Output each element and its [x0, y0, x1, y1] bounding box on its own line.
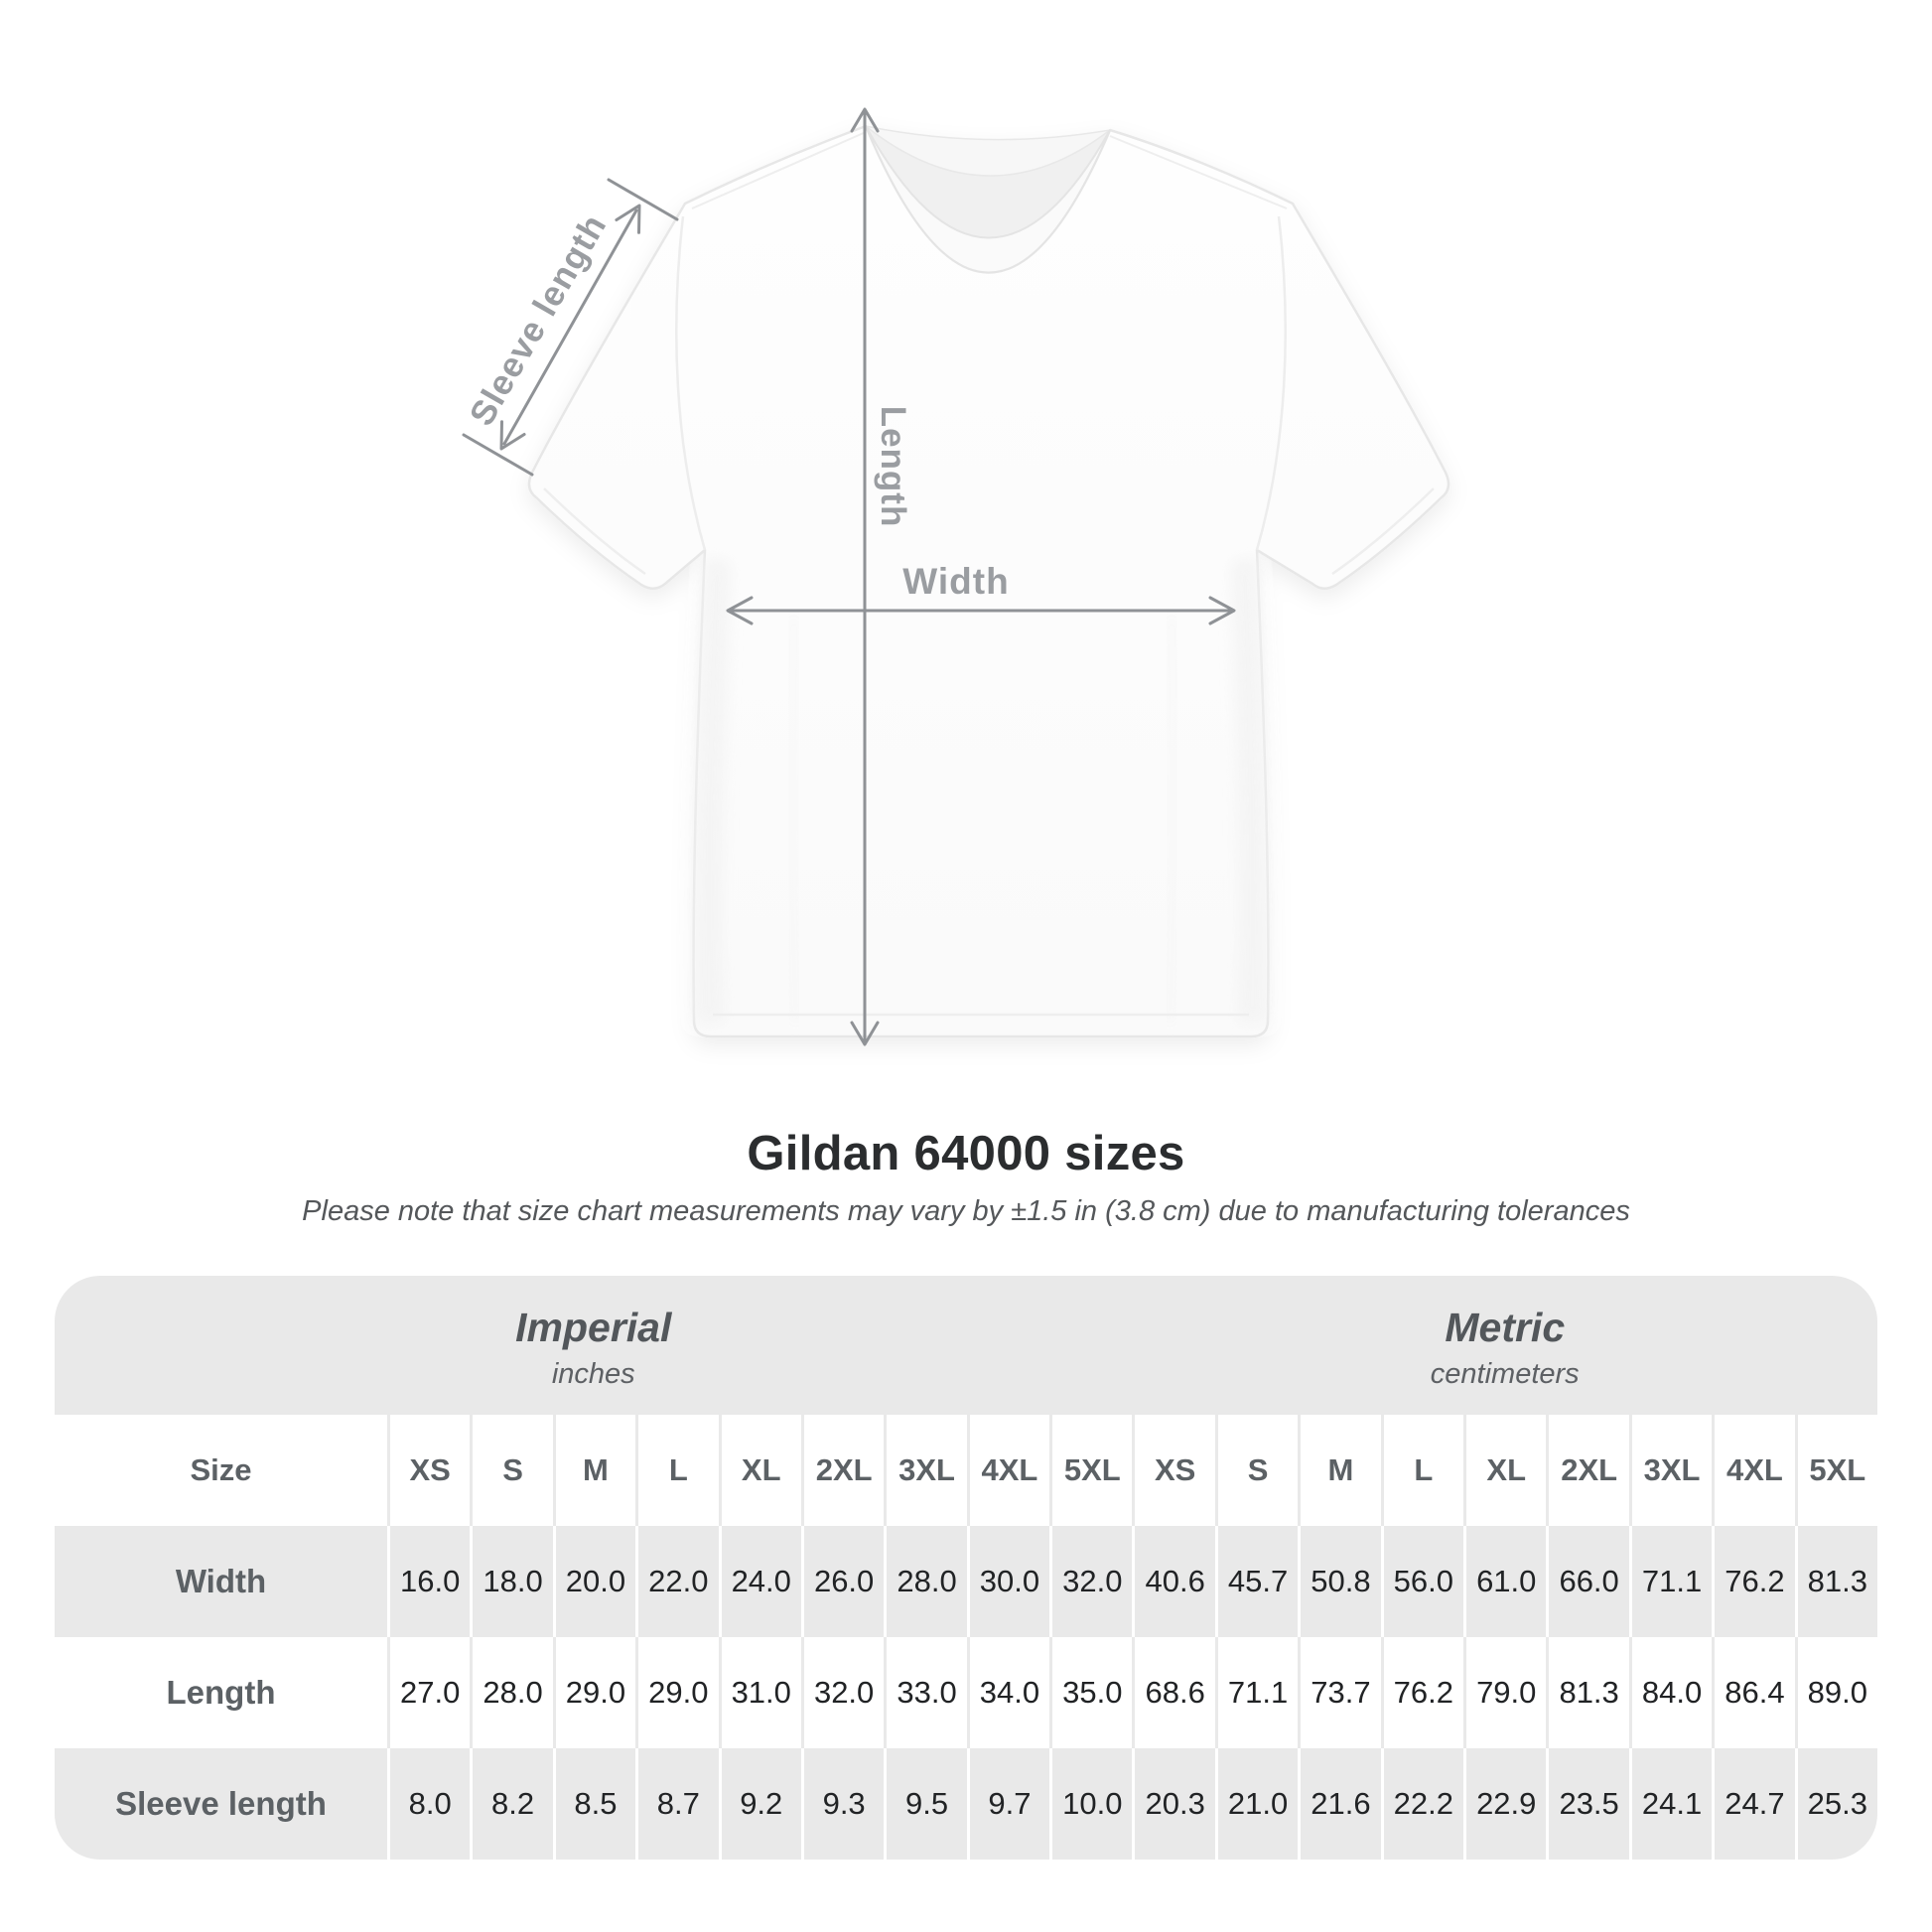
sleeve-tick-bottom: [464, 435, 532, 475]
size-col-imperial-XL: XL: [719, 1415, 801, 1526]
size-col-imperial-5XL: 5XL: [1049, 1415, 1132, 1526]
size-col-metric-L: L: [1381, 1415, 1463, 1526]
metric-header: [1133, 1276, 1878, 1415]
size-col-imperial-XS: XS: [387, 1415, 470, 1526]
value-cell-imperial: 10.0: [1049, 1748, 1132, 1860]
value-cell-imperial: 8.5: [553, 1748, 635, 1860]
size-col-metric-4XL: 4XL: [1712, 1415, 1794, 1526]
size-header-row: [55, 1415, 1877, 1526]
table-row: [55, 1748, 1877, 1860]
value-cell-imperial: 8.2: [470, 1748, 552, 1860]
value-cell-metric: 68.6: [1132, 1637, 1214, 1748]
row-label: Sleeve length: [115, 1785, 327, 1822]
sleeve-length-label: Sleeve length: [462, 207, 615, 433]
value-cell-metric: 21.6: [1298, 1748, 1380, 1860]
value-cell-metric: 76.2: [1381, 1637, 1463, 1748]
value-cell-imperial: 32.0: [801, 1637, 884, 1748]
value-cell-metric: 89.0: [1795, 1637, 1877, 1748]
size-col-metric-3XL: 3XL: [1629, 1415, 1712, 1526]
size-col-imperial-S: S: [470, 1415, 552, 1526]
metric-title: Metric: [1445, 1304, 1566, 1350]
row-label: Length: [166, 1674, 276, 1711]
value-cell-metric: 24.7: [1712, 1748, 1794, 1860]
value-cell-metric: 24.1: [1629, 1748, 1712, 1860]
value-cell-metric: 66.0: [1546, 1526, 1628, 1637]
unit-header-band: [55, 1276, 1877, 1415]
value-cell-imperial: 30.0: [967, 1526, 1049, 1637]
value-cell-metric: 45.7: [1215, 1526, 1298, 1637]
value-cell-imperial: 8.7: [635, 1748, 718, 1860]
value-cell-imperial: 34.0: [967, 1637, 1049, 1748]
value-cell-imperial: 9.5: [884, 1748, 966, 1860]
value-cell-imperial: 16.0: [387, 1526, 470, 1637]
value-cell-metric: 81.3: [1546, 1637, 1628, 1748]
imperial-title: Imperial: [515, 1304, 672, 1350]
size-header-cell: Size: [190, 1452, 252, 1487]
value-cell-imperial: 29.0: [635, 1637, 718, 1748]
imperial-unit: inches: [551, 1357, 635, 1390]
value-cell-metric: 23.5: [1546, 1748, 1628, 1860]
value-cell-imperial: 26.0: [801, 1526, 884, 1637]
value-cell-imperial: 27.0: [387, 1637, 470, 1748]
tolerance-note: Please note that size chart measurements may vary by ±1.5 in (3.8 cm) due to manufacturing tolerances: [302, 1195, 1630, 1227]
value-cell-metric: 73.7: [1298, 1637, 1380, 1748]
size-col-imperial-M: M: [553, 1415, 635, 1526]
value-cell-imperial: 35.0: [1049, 1637, 1132, 1748]
size-col-imperial-2XL: 2XL: [801, 1415, 884, 1526]
table-row: [55, 1637, 1877, 1748]
value-cell-imperial: 9.7: [967, 1748, 1049, 1860]
size-table: [55, 1276, 1877, 1860]
value-cell-metric: 71.1: [1215, 1637, 1298, 1748]
value-cell-imperial: 24.0: [719, 1526, 801, 1637]
value-cell-metric: 25.3: [1795, 1748, 1877, 1860]
value-cell-imperial: 22.0: [635, 1526, 718, 1637]
size-col-metric-M: M: [1298, 1415, 1380, 1526]
size-col-metric-XS: XS: [1132, 1415, 1214, 1526]
row-label: Width: [175, 1563, 267, 1599]
size-col-metric-XL: XL: [1463, 1415, 1546, 1526]
width-label: Width: [902, 561, 1010, 602]
value-cell-imperial: 28.0: [884, 1526, 966, 1637]
value-cell-metric: 81.3: [1795, 1526, 1877, 1637]
value-cell-imperial: 28.0: [470, 1637, 552, 1748]
value-cell-metric: 84.0: [1629, 1637, 1712, 1748]
value-cell-imperial: 31.0: [719, 1637, 801, 1748]
size-col-imperial-3XL: 3XL: [884, 1415, 966, 1526]
value-cell-metric: 61.0: [1463, 1526, 1546, 1637]
table-row: [55, 1526, 1877, 1637]
value-cell-metric: 50.8: [1298, 1526, 1380, 1637]
value-cell-metric: 79.0: [1463, 1637, 1546, 1748]
value-cell-imperial: 32.0: [1049, 1526, 1132, 1637]
imperial-header: [55, 1276, 1133, 1415]
value-cell-imperial: 29.0: [553, 1637, 635, 1748]
size-col-metric-5XL: 5XL: [1795, 1415, 1877, 1526]
value-cell-metric: 56.0: [1381, 1526, 1463, 1637]
length-label: Length: [874, 405, 912, 528]
value-cell-imperial: 8.0: [387, 1748, 470, 1860]
value-cell-imperial: 18.0: [470, 1526, 552, 1637]
value-cell-imperial: 9.3: [801, 1748, 884, 1860]
value-cell-metric: 86.4: [1712, 1637, 1794, 1748]
size-col-imperial-4XL: 4XL: [967, 1415, 1049, 1526]
value-cell-metric: 71.1: [1629, 1526, 1712, 1637]
size-col-metric-S: S: [1215, 1415, 1298, 1526]
metric-unit: centimeters: [1430, 1357, 1580, 1390]
value-cell-imperial: 33.0: [884, 1637, 966, 1748]
value-cell-metric: 40.6: [1132, 1526, 1214, 1637]
sleeve-tick-top: [609, 180, 677, 219]
size-col-metric-2XL: 2XL: [1546, 1415, 1628, 1526]
value-cell-metric: 22.9: [1463, 1748, 1546, 1860]
page-title: Gildan 64000 sizes: [747, 1127, 1185, 1180]
value-cell-metric: 76.2: [1712, 1526, 1794, 1637]
value-cell-imperial: 9.2: [719, 1748, 801, 1860]
value-cell-metric: 20.3: [1132, 1748, 1214, 1860]
size-table-grid: [55, 1415, 1877, 1860]
size-col-imperial-L: L: [635, 1415, 718, 1526]
value-cell-imperial: 20.0: [553, 1526, 635, 1637]
value-cell-metric: 21.0: [1215, 1748, 1298, 1860]
value-cell-metric: 22.2: [1381, 1748, 1463, 1860]
